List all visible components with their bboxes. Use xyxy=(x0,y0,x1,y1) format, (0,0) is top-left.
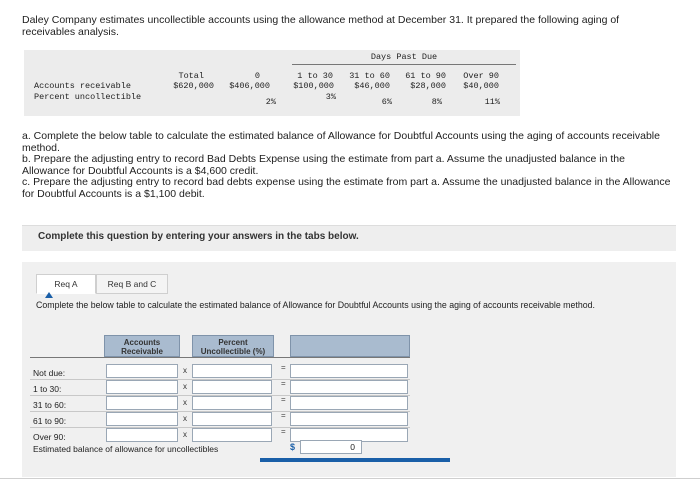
percent-input-1-to-30[interactable] xyxy=(192,380,272,394)
row-label-not-due: Not due: xyxy=(33,368,66,378)
aging-percent: 6% xyxy=(381,97,392,107)
row-label-31-to-60: 31 to 60: xyxy=(33,400,67,410)
tab-req-a[interactable]: Req A xyxy=(36,274,96,294)
aging-col-header: 0 xyxy=(254,71,260,81)
ar-input-not-due[interactable] xyxy=(106,364,178,378)
row-label-1-to-30: 1 to 30: xyxy=(33,384,62,394)
multiply-sign: x xyxy=(183,366,187,375)
question-parts xyxy=(22,131,672,201)
estimated-uncollectible-header xyxy=(290,335,410,357)
table-top-rule xyxy=(30,357,410,358)
ar-input-1-to-30[interactable] xyxy=(106,380,178,394)
aging-percent: 3% xyxy=(325,92,336,102)
equals-sign: = xyxy=(281,395,286,404)
aging-amount: $406,000 xyxy=(229,81,270,91)
aging-percent: 11% xyxy=(484,97,500,107)
ar-input-over-90[interactable] xyxy=(106,428,178,442)
question-a: a. Complete the below table to calculate the estimated balance of Allowance for Doubtful Accounts using the aging of accounts receivable method. xyxy=(22,130,660,154)
days-past-due-header: Days Past Due xyxy=(292,52,516,65)
multiply-sign: x xyxy=(183,414,187,423)
currency-symbol: $ xyxy=(290,442,296,452)
result-input-1-to-30[interactable] xyxy=(290,380,408,394)
aging-amount: $28,000 xyxy=(410,81,446,91)
equals-sign: = xyxy=(281,427,286,436)
row-label-over-90: Over 90: xyxy=(33,432,66,442)
aging-percent: 8% xyxy=(431,97,442,107)
percent-uncollectible-header: Percent Uncollectible (%) xyxy=(192,335,274,357)
ar-input-31-to-60[interactable] xyxy=(106,396,178,410)
aging-col-header: 31 to 60 xyxy=(349,71,390,81)
question-c: c. Prepare the adjusting entry to record bad debts expense using the estimate from part a. Assume the unadjusted balance in the Allowance for Doubtful Accounts is a $1,100 debit. xyxy=(22,176,671,200)
total-allowance-field: 0 xyxy=(300,440,362,454)
page-footer-rule xyxy=(0,478,700,479)
instruction-text: Complete this question by entering your answers in the tabs below. xyxy=(38,231,359,242)
multiply-sign: x xyxy=(183,382,187,391)
question-b: b. Prepare the adjusting entry to record Bad Debts Expense using the estimate from part a. Assume the unadjusted balance in the Allowance for Doubtful Accounts is a $4,600 credit. xyxy=(22,153,625,177)
percent-input-61-to-90[interactable] xyxy=(192,412,272,426)
aging-amount: $40,000 xyxy=(463,81,499,91)
active-tab-arrow-icon xyxy=(45,292,53,298)
aging-col-header: Total xyxy=(178,71,204,81)
result-input-31-to-60[interactable] xyxy=(290,396,408,410)
percent-input-31-to-60[interactable] xyxy=(192,396,272,410)
multiply-sign: x xyxy=(183,430,187,439)
problem-intro: Daley Company estimates uncollectible accounts using the allowance method at December 31. It prepared the following aging of receivables analysis. xyxy=(22,14,620,38)
percent-input-over-90[interactable] xyxy=(192,428,272,442)
percent-input-not-due[interactable] xyxy=(192,364,272,378)
equals-sign: = xyxy=(281,379,286,388)
equals-sign: = xyxy=(281,411,286,420)
multiply-sign: x xyxy=(183,398,187,407)
tab-req-b-and-c[interactable]: Req B and C xyxy=(96,274,168,294)
ar-input-61-to-90[interactable] xyxy=(106,412,178,426)
aging-amount: $620,000 xyxy=(173,81,214,91)
accounts-receivable-label: Accounts receivable xyxy=(34,81,131,91)
total-underline xyxy=(260,458,450,462)
row-label-61-to-90: 61 to 90: xyxy=(33,416,67,426)
accounts-receivable-header: Accounts Receivable xyxy=(104,335,180,357)
result-input-not-due[interactable] xyxy=(290,364,408,378)
aging-amount: $100,000 xyxy=(293,81,334,91)
result-input-61-to-90[interactable] xyxy=(290,412,408,426)
total-allowance-label: Estimated balance of allowance for uncollectibles xyxy=(33,444,219,454)
aging-col-header: 1 to 30 xyxy=(297,71,333,81)
aging-percent: 2% xyxy=(265,97,276,107)
percent-uncollectible-label: Percent uncollectible xyxy=(34,92,142,102)
equals-sign: = xyxy=(281,363,286,372)
tab-instruction: Complete the below table to calculate the estimated balance of Allowance for Doubtful Accounts using the aging of accounts receivable method. xyxy=(36,300,595,310)
aging-col-header: 61 to 90 xyxy=(405,71,446,81)
aging-col-header: Over 90 xyxy=(463,71,499,81)
aging-amount: $46,000 xyxy=(354,81,390,91)
